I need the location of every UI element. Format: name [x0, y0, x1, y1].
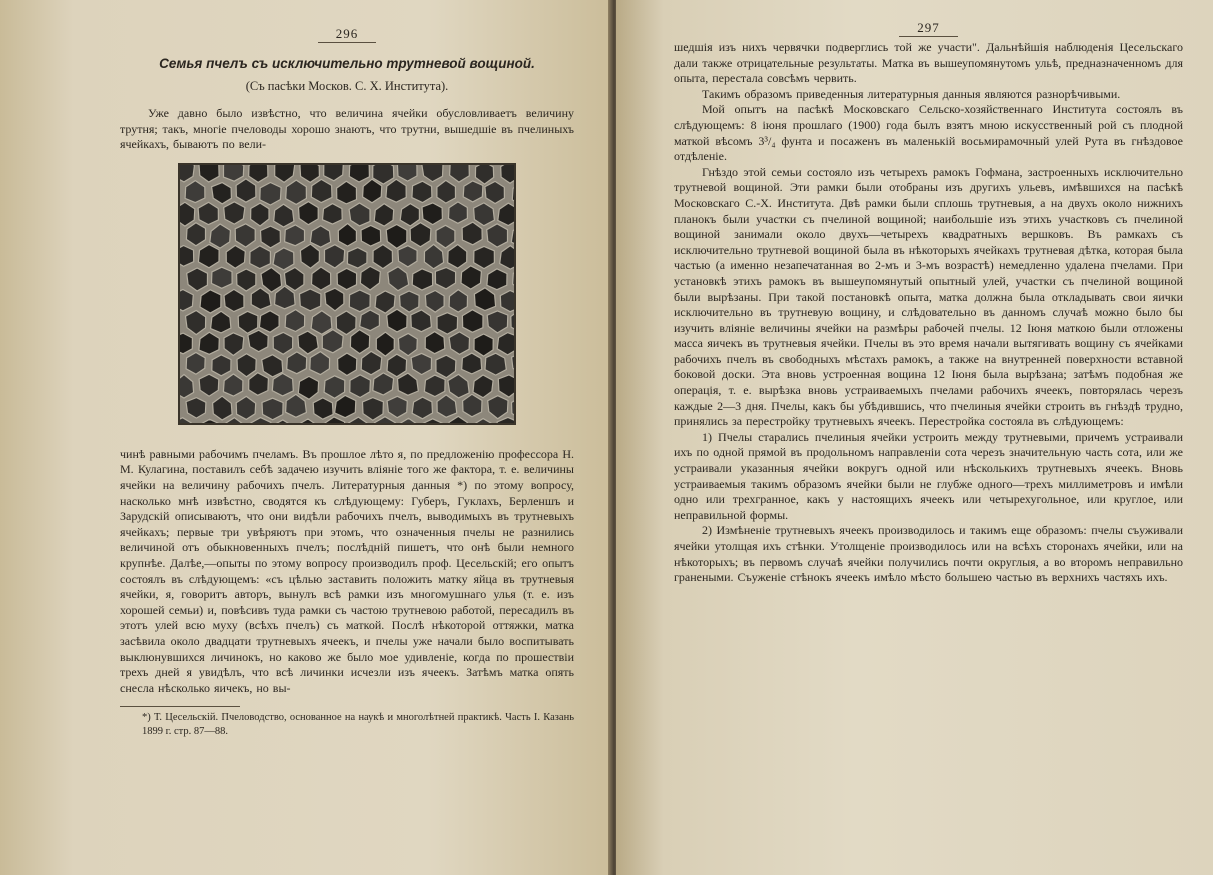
article-title: Семья пчелъ съ исключительно трутневой вощиной. [159, 56, 535, 71]
right-paragraph-3: Мой опытъ на пасѣкѣ Московскаго Сельско-хозяйственнаго Института состоялъ въ слѣдующемъ: 8 iюня прошлаго (1900) года былъ взятъ мною искусственный рой съ плодной маткой вѣсомъ 3³/₄ фунта и посаженъ въ маленькiй восьмирамочный улей Рута въ гнѣздовое отдѣленiе. [674, 102, 1183, 164]
honeycomb-engraving [180, 165, 514, 423]
comb-cell [349, 290, 370, 312]
honeycomb-illustration [178, 163, 516, 425]
article-subtitle: (Съ пасѣки Москов. С. Х. Института). [245, 79, 449, 93]
comb-cell [412, 181, 432, 202]
comb-cell [212, 355, 231, 376]
right-page [616, 0, 1213, 875]
comb-cell [180, 245, 194, 266]
comb-cell [412, 269, 432, 290]
comb-cell [285, 225, 305, 246]
comb-cell [300, 289, 321, 311]
list-item-1: 1) Пчелы старались пчелиныя ячейки устроить между трутневыми, причемъ устраивали ихъ по одной прямой въ продольномъ направленiи сота черезъ значительную часть сота, или же устраивали указанныя ячейки вокругъ одной или нѣсколькихъ трутневыхъ ячеекъ. Вновь устраиваемыя такимъ образомъ ячейки были не глубже одного—трехъ миллиметровъ и имѣли одно или трехгранное, какъ у настоящихъ ячеекъ или четырехугольное, или круглое, или неправильной формы. [674, 429, 1183, 522]
right-paragraph-2: Такимъ образомъ приведенныя литературныя данныя являются разнорѣчивыми. [702, 86, 1121, 101]
footnote-rule [120, 706, 240, 707]
left-body-paragraph: чинѣ равными рабочимъ пчеламъ. Въ прошлое лѣто я, по предложенiю профессора Н. М. Кулагина, поставилъ себѣ задачею изучить влiянiе того же фактора, т. е. величины ячейки на величину рабочихъ пчелъ. Литературныя данныя *) по этому вопросу, насколько мнѣ извѣстно, сводятся къ слѣдующему: Губеръ, Гуклахъ, Берленшъ и Зарудскiй описываютъ, что они видѣли рабочихъ пчелъ, выводимыхъ въ трутневыхъ ячейкахъ; первые три увѣряютъ при этомъ, что означенныя пчелы не разнились величиной отъ обыкновенныхъ пчелъ; послѣднiй пишетъ, что онѣ были немного крупнѣе. Далѣе,—опыты по этому вопросу производилъ проф. Цесельскiй; его опытъ состоялъ въ слѣдующемъ: «съ цѣлью заставить положить матку яйца въ трутневыя ячейки, я, говоритъ авторъ, вынулъ всѣ рамки изъ многомушнаго улья (т. е. изъ хорошей семьи) и, повѣсивъ туда рамки съ частою трутневою работой, пересадилъ въ этотъ улей всю муху (всѣхъ пчелъ) съ маткой. Послѣ нѣкоторой оттяжки, матка засѣвила около двадцати трутневыхъ ячеекъ, и пчелы уже начали было воспитывать выклюнувшихся личинокъ, но каково же было мое удивленiе, когда по прошествiи трехъ дней я увидѣлъ, что всѣ личинки исчезли изъ ячеекъ. Затѣмъ матка опять снесла нѣсколько яичекъ, но вы- [120, 446, 574, 695]
comb-cell [361, 225, 381, 246]
right-paragraph-1: шедшiя изъ нихъ червячки подверглись той же участи". Дальнѣйшiя наблюденiя Цесельскаго дали также отрицательные результаты. Матка въ вышеупомянутомъ ульѣ, предназначенномъ для опыта, перестала совсѣмъ червить. [674, 40, 1183, 86]
comb-cell [212, 267, 233, 288]
comb-cell [337, 268, 357, 289]
footnote: *) Т. Цесельскiй. Пчеловодство, основанное на наукѣ и многолѣтней практикѣ. Часть I. Казань 1899 г. стр. 87—88. [142, 712, 574, 738]
page-number-left: 296 [120, 26, 574, 42]
list-item-2: 2) Измѣненiе трутневыхъ ячеекъ производилось и такимъ еще образомъ: пчелы съуживали ячейки утолщая ихъ стѣнки. Утолщенiе производилось или на всѣхъ сторонахъ ячейки, или на нѣкоторыхъ; въ первомъ случаѣ ячейки получились почти округлыя, а во второмъ неправильно гранеными. Съуженiе стѣнокъ ячеекъ имѣло мѣсто большею частью въ верхнихъ частяхъ ихъ. [674, 523, 1183, 585]
right-paragraph-4: Гнѣздо этой семьи состояло изъ четырехъ рамокъ Гофмана, застроенныхъ исключительно трутневой вощиной. Эти рамки были отобраны изъ другихъ ульевъ, имѣвшихся на пасѣкѣ Московскаго С.-Х. Института. Двѣ рамки были сплошь трутневыя, а на двухъ около нижнихъ планокъ были участки съ пчелиной вощиной; наибольшiе изъ этихъ участковъ съ пчелиной вощиной занимали около двухъ—четырехъ квадратныхъ вершковъ. Въ рамкахъ съ исключительно трутневой вощиной была въ нѣкоторыхъ ячейкахъ трутневая дѣтка, которая была частью (а именно незапечатанная во 2-мъ и 3-мъ возрастѣ) немедленно удалена пчелами. При установкѣ этихъ рамокъ въ вышеупомянутый опытный улей, участки съ пчелиной вощиной были вырѣзаны. При такой постановкѣ опыта, матка должна была откладывать свои яички исключительно въ трутневую вощину, и слѣдовательно въ данномъ случаѣ можно было бы изучить влiянiе величины ячейки на размѣры рабочей пчелы. 12 Iюня маткою были отложены масса яичекъ въ трутневыя ячейки. Пчелы въ это время начали вытягивать вощину съ ячейками рабочихъ пчелъ въ свободныхъ мѣстахъ рамокъ, а также на внутренней поверхности вставной боковой доски. Эта вновь устроенная вощина 12 Iюня была вырѣзана; затѣмъ подобная же операцiя, т. е. вырѣзка вновь устраиваемыхъ пчелами рабочихъ ячеекъ, повторялась черезъ каждые 2—3 дня. Пчелы, какъ бы убѣдившись, что пчелиныя ячейки строить въ гнѣздѣ трудно, принялись за перестройку трутневыхъ ячеекъ. Перестройка состояла въ слѣдующемъ: [674, 164, 1183, 429]
comb-cell [347, 247, 367, 268]
page-number-right: 297 [674, 20, 1183, 36]
intro-paragraph: Уже давно было извѣстно, что величина ячейки обусловливаетъ величину трутня; такъ, многiе пчеловоды хорошо знаютъ, что трутни, вышедшiе въ пчелиныхъ ячейкахъ, бываютъ по вели- [120, 106, 574, 152]
